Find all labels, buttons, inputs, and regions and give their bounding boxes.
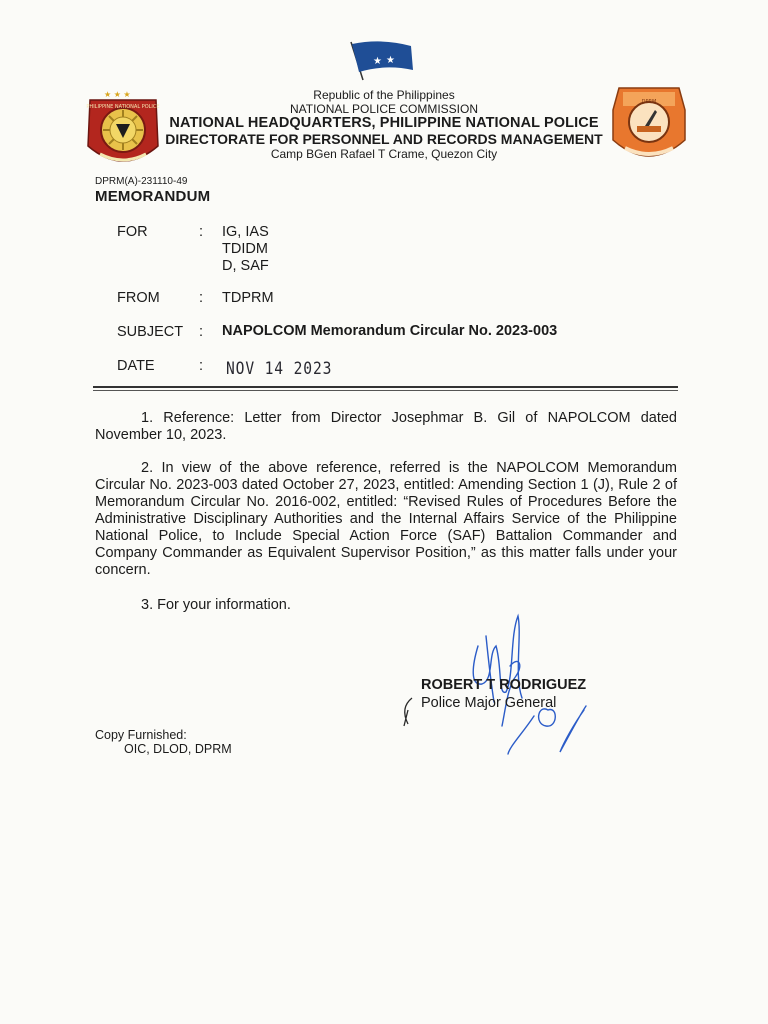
- paragraph-2-text: 2. In view of the above reference, referred is the NAPOLCOM Memorandum Circular No. 2023-003 dated October 27, 2023, entitled: Amending Section 1 (J), Rule 2 of Memorandum Circular No. 2016-002, entitled: “Revised Rules of Procedures Before the Administrative Disciplinary Authorities and the Internal Affairs Service of the Philippine National Police, to Include Special Action Force (SAF) Battalion Commander and Company Commander as Equivalent Supervisor Position,” as this matter falls under your concern.: [95, 460, 677, 578]
- date-label: DATE: [117, 358, 155, 374]
- from-colon: :: [199, 290, 204, 306]
- memo-type: MEMORANDUM: [95, 188, 211, 205]
- svg-text:★: ★: [386, 55, 395, 66]
- dprm-seal-icon: [611, 82, 687, 166]
- subject-colon: :: [199, 324, 204, 340]
- for-recipient-1: IG, IAS: [222, 224, 269, 240]
- svg-text:★ ★ ★: ★ ★ ★: [104, 90, 131, 99]
- from-value: TDPRM: [222, 290, 274, 306]
- paragraph-1: [95, 410, 677, 444]
- subject-value: NAPOLCOM Memorandum Circular No. 2023-003: [222, 323, 558, 339]
- for-recipient-2: TDIDM: [222, 241, 268, 257]
- camp-address: Camp BGen Rafael T Crame, Quezon City: [270, 147, 498, 161]
- dprm-seal-text: DPRM: [641, 99, 657, 105]
- for-recipient-3: D, SAF: [222, 258, 269, 274]
- for-colon: :: [199, 224, 204, 240]
- svg-text:★: ★: [373, 56, 382, 67]
- control-number: DPRM(A)-231110-49: [95, 176, 188, 187]
- signatory-rank: Police Major General: [421, 695, 557, 711]
- pnp-seal-text: PHILIPPINE NATIONAL POLICE: [86, 104, 160, 110]
- copy-furnished-recipients: OIC, DLOD, DPRM: [124, 742, 232, 756]
- copy-furnished-label: Copy Furnished:: [95, 728, 187, 742]
- directorate-line: DIRECTORATE FOR PERSONNEL AND RECORDS MANAGEMENT: [165, 131, 603, 147]
- date-stamp: NOV 14 2023: [226, 359, 333, 379]
- commission-line: NATIONAL POLICE COMMISSION: [289, 102, 479, 116]
- headquarters-line: NATIONAL HEADQUARTERS, PHILIPPINE NATIONAL POLICE: [169, 115, 599, 131]
- for-label: FOR: [117, 224, 148, 240]
- from-label: FROM: [117, 290, 160, 306]
- paragraph-3-text: 3. For your information.: [141, 597, 291, 613]
- pnp-seal-icon: [86, 86, 160, 172]
- paragraph-1-text: 1. Reference: Letter from Director Josephmar B. Gil of NAPOLCOM dated November 10, 2023.: [95, 410, 677, 443]
- date-colon: :: [199, 358, 204, 374]
- major-general-flag-icon: [347, 40, 417, 82]
- divider-line: [93, 386, 678, 388]
- subject-label: SUBJECT: [117, 324, 184, 340]
- divider-line-thin: [93, 390, 678, 391]
- paragraph-2: [95, 460, 677, 579]
- republic-line: Republic of the Philippines: [313, 88, 455, 102]
- signatory-name: ROBERT T RODRIGUEZ: [421, 677, 587, 693]
